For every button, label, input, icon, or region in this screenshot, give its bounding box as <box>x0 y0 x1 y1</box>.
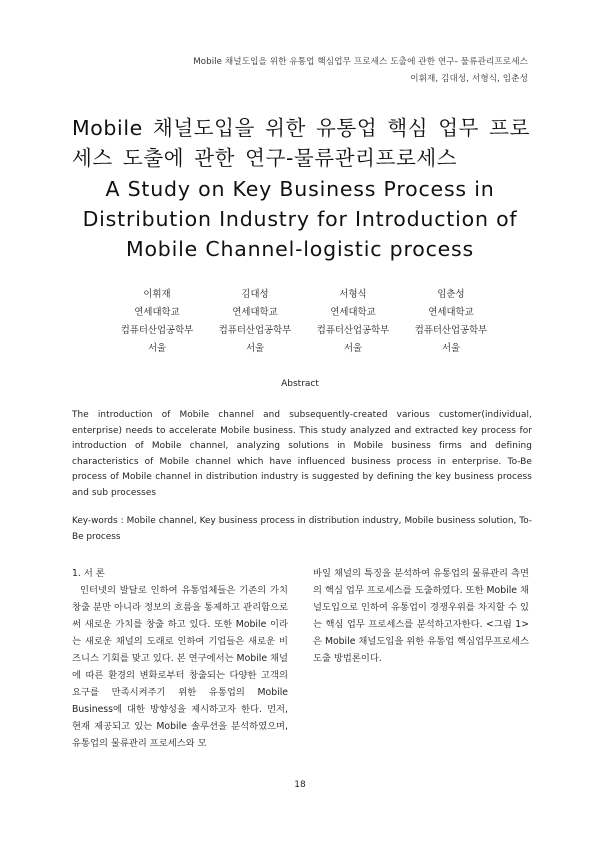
running-head <box>193 54 528 88</box>
abstract-body: The introduction of Mobile channel and subsequently-created various customer(individual, enterprise) needs to accelerate Mobile business. This study analyzed and extracted key process for introduction of Mobile channel, analyzing solutions in Mobile business firms and defining characteristics of Mobile channel which have influenced business process in enterprise. To-Be process of Mobile channel in distribution industry is suggested by defining the key business process and sub processes <box>72 410 532 498</box>
author-university: 연세대학교 <box>330 307 376 318</box>
body-paragraph: 인터넷의 발달로 인하여 유통업체들은 기존의 가치창출 분만 아니라 정보의 흐름을 통제하고 관리함으로써 새로운 가치를 창출 하고 있다. 또한 Mobile 이라는 새로운 채널의 도래로 인하여 기업들은 새로운 비즈니스 기회를 맞고 있다. 본 연구에서는 Mobile 채널에 따른 환경의 변화로부터 창출되는 다양한 고객의 요구를 만족시켜주기 위한 유통업의 Mobile Business에 대한 방향성을 제시하고자 한다. 먼저, 현재 제공되고 있는 Mobile 솔루션을 분석하였으며, 유통업의 물류관리 프로세스와 모 <box>72 585 288 749</box>
author-city: 서울 <box>441 343 461 354</box>
author-name: 임춘성 <box>437 289 465 300</box>
author-university: 연세대학교 <box>232 307 278 318</box>
author-city: 서울 <box>245 343 265 354</box>
running-head-title: Mobile 채널도입을 위한 유통업 핵심업무 프로세스 도출에 관한 연구- 물류관리프로세스 <box>193 57 528 67</box>
abstract-heading: Abstract <box>281 379 319 389</box>
body-right-column <box>313 565 529 667</box>
author-name: 김대성 <box>241 289 269 300</box>
keywords: Key-words : Mobile channel, Key business process in distribution industry, Mobile business solution, To-Be process <box>72 516 532 542</box>
body-left-column <box>72 565 288 752</box>
body-paragraph-continued: 바일 채널의 특징을 분석하여 유통업의 물류관리 측면의 핵심 업무 프로세스를 도출하였다. 또한 Mobile 채널도입으로 인하여 유통업이 경쟁우위를 차지할 수 있는 핵심 업무 프로세스를 분석하고자한다. <그림 1>은 Mobile 채널도입을 위한 유통업 핵심업무프로세스 도출 방법론이다. <box>313 568 529 664</box>
author-university: 연세대학교 <box>428 307 474 318</box>
author-block <box>108 286 206 358</box>
running-head-authors: 이휘재, 김대성, 서형식, 임춘성 <box>410 74 528 84</box>
section-heading: 1. 서 론 <box>72 568 105 579</box>
paper-title-korean: Mobile 채널도입을 위한 유통업 핵심 업무 프로세스 도출에 관한 연구-물류관리프로세스 <box>72 116 530 170</box>
author-block <box>402 286 500 358</box>
author-university: 연세대학교 <box>134 307 180 318</box>
page-number: 18 <box>294 780 306 790</box>
author-block <box>206 286 304 358</box>
author-block <box>304 286 402 358</box>
author-city: 서울 <box>343 343 363 354</box>
author-list <box>108 286 500 358</box>
author-name: 이휘재 <box>143 289 171 300</box>
paper-title-english: A Study on Key Business Process in Distribution Industry for Introduction of Mobile Channel-logistic process <box>82 177 518 261</box>
author-name: 서형식 <box>339 289 367 300</box>
author-department: 컴퓨터산업공학부 <box>218 325 292 336</box>
author-department: 컴퓨터산업공학부 <box>120 325 194 336</box>
author-city: 서울 <box>147 343 167 354</box>
author-department: 컴퓨터산업공학부 <box>316 325 390 336</box>
author-department: 컴퓨터산업공학부 <box>414 325 488 336</box>
